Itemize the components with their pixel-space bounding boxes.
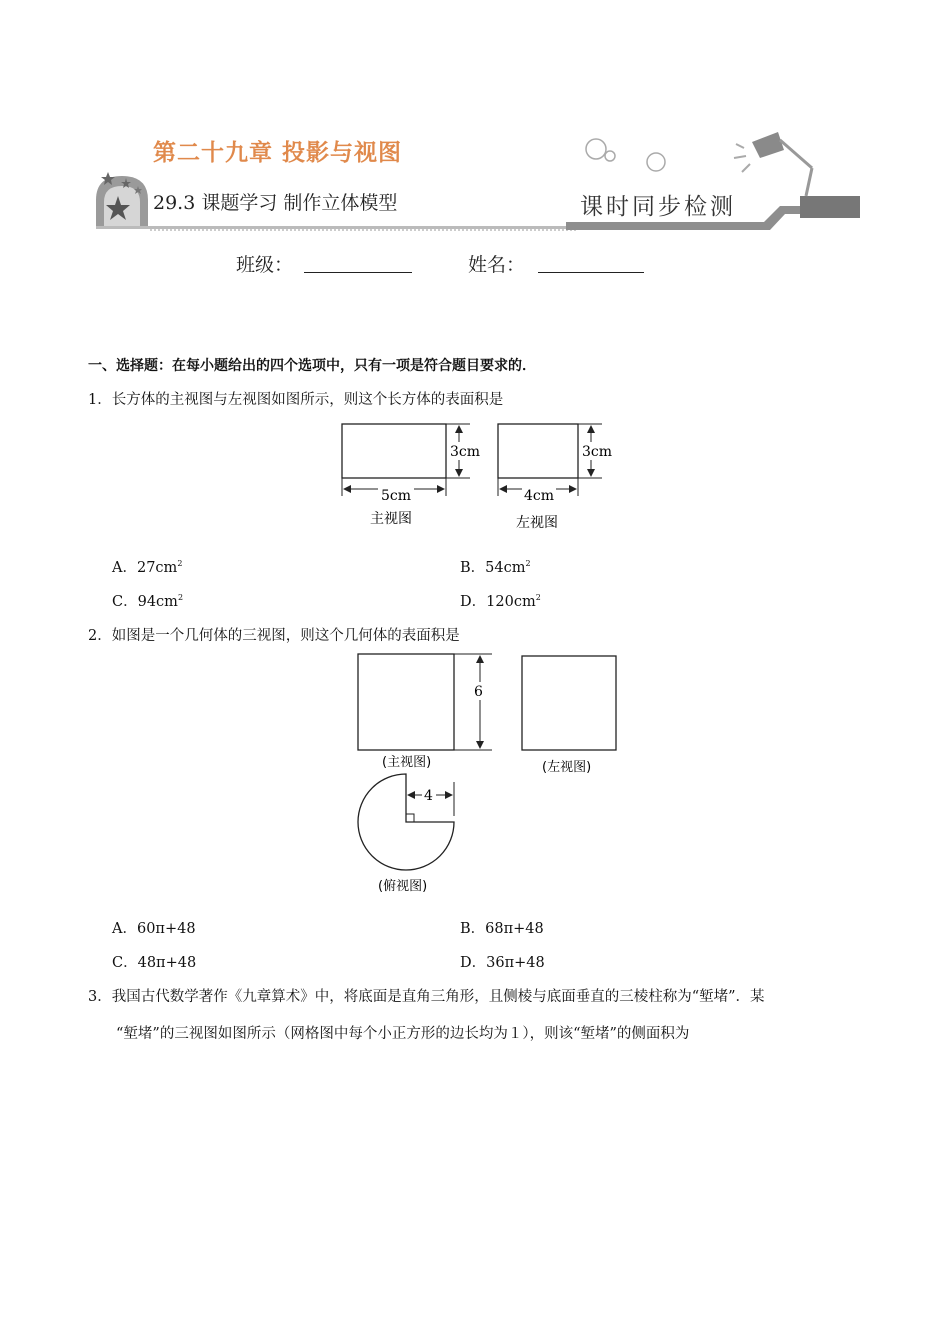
left-view-rect — [498, 424, 578, 478]
q1-figure — [330, 414, 630, 538]
height-label: 6 — [474, 684, 483, 700]
front-view-caption: (主视图) — [382, 755, 432, 770]
q1-option-c[interactable]: C．$94cm^2$ — [112, 593, 184, 610]
front-width-label: 5cm — [381, 488, 412, 504]
q2-option-d[interactable]: D．36π+48 — [460, 955, 545, 971]
left-view-square — [522, 656, 616, 750]
question-2 — [88, 624, 460, 645]
q1-option-b[interactable]: B．$54cm^2$ — [460, 559, 531, 576]
name-blank — [538, 250, 644, 273]
question-text: 长方体的主视图与左视图如图所示，则这个长方体的表面积是 — [111, 392, 504, 408]
front-view-caption: 主视图 — [370, 511, 412, 527]
question-number: 3． — [88, 989, 112, 1005]
question-3 — [88, 985, 868, 1006]
radius-label: 4 — [424, 788, 433, 804]
left-height-label: 3cm — [582, 444, 613, 460]
q1-option-d[interactable]: D．$120cm^2$ — [460, 593, 541, 610]
bubbles-icon — [586, 139, 665, 171]
front-height-label: 3cm — [450, 444, 481, 460]
name-label: 姓名： — [468, 254, 526, 276]
class-blank — [304, 250, 412, 273]
sync-test-label: 课时同步检测 — [580, 194, 736, 220]
q2-option-b[interactable]: B．68π+48 — [460, 921, 544, 937]
q2-figure — [350, 648, 630, 898]
question-1 — [88, 388, 503, 409]
header-banner — [0, 0, 950, 240]
front-view-square — [358, 654, 454, 750]
q2-option-a[interactable]: A．60π+48 — [112, 921, 196, 937]
section-title: 29.3 课题学习 制作立体模型 — [153, 192, 398, 214]
desk-lamp-icon — [734, 132, 812, 196]
left-width-label: 4cm — [524, 488, 555, 504]
question-text: 如图是一个几何体的三视图，则这个几何体的表面积是 — [111, 628, 460, 644]
question-number: 2． — [88, 628, 112, 644]
class-label: 班级： — [236, 254, 294, 276]
question-3-line2: “堑堵”的三视图如图所示（网格图中每个小正方形的边长均为１），则该“堑堵”的侧面积为 — [116, 1026, 690, 1042]
section-heading: 一、选择题：在每小题给出的四个选项中，只有一项是符合题目要求的． — [88, 358, 536, 374]
question-number: 1． — [88, 392, 112, 408]
left-view-caption: (左视图) — [542, 760, 592, 775]
star-emblem-icon — [96, 172, 148, 228]
q1-option-a[interactable]: A．$27cm^2$ — [112, 559, 183, 576]
top-view-caption: (俯视图) — [378, 879, 428, 894]
chapter-title: 第二十九章 投影与视图 — [153, 140, 403, 166]
front-view-rect — [342, 424, 446, 478]
left-view-caption: 左视图 — [516, 515, 558, 531]
q2-option-c[interactable]: C．48π+48 — [112, 955, 197, 971]
question-text-line1: 我国古代数学著作《九章算术》中，将底面是直角三角形，且侧棱与底面垂直的三棱柱称为“堑堵”．某 — [111, 989, 765, 1005]
